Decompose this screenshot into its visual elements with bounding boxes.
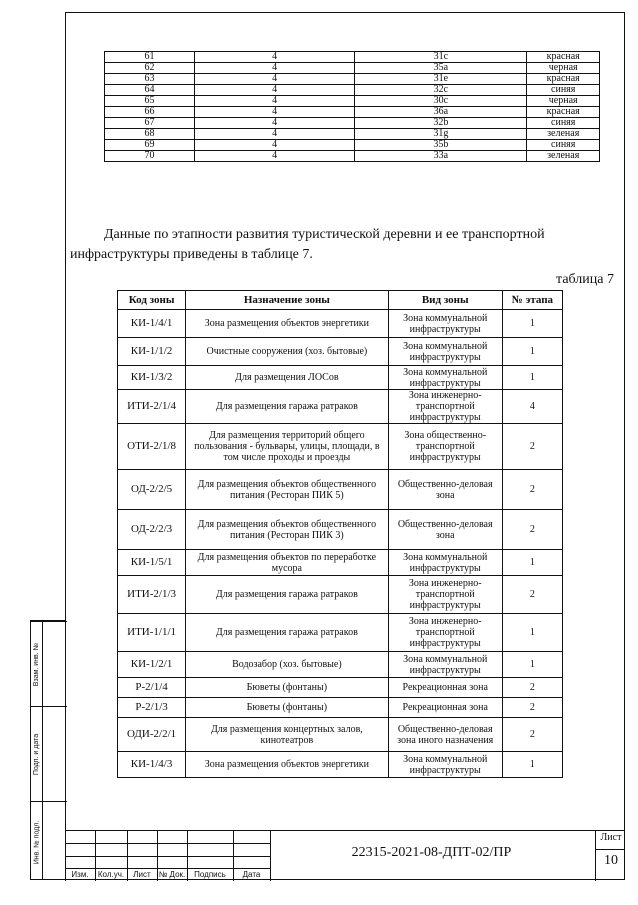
table-row: [105, 107, 600, 118]
tb-label-date: Дата: [242, 870, 261, 879]
tb-label-list: Лист: [133, 870, 151, 879]
table-cell: Зона коммунальной инфраструктуры: [388, 752, 502, 778]
table-cell: Общественно-деловая зона: [388, 510, 502, 550]
table-cell: Для размещения гаража ратраков: [186, 390, 388, 424]
stamp-label: Подп. и дата: [33, 733, 41, 776]
table-row: [118, 338, 563, 366]
table-row: [118, 614, 563, 652]
table-cell: Зона коммунальной инфраструктуры: [388, 550, 502, 576]
table-row: [105, 52, 600, 63]
table-cell: синяя: [527, 140, 600, 151]
table-row: [105, 63, 600, 74]
table-cell: красная: [527, 52, 600, 63]
table-row: [118, 550, 563, 576]
table-cell: 4: [195, 151, 355, 162]
table-row: [118, 510, 563, 550]
zone-stage-table: [117, 290, 563, 778]
table-cell: зеленая: [527, 151, 600, 162]
table-cell: 35a: [355, 63, 527, 74]
table-cell: Зона размещения объектов энергетики: [186, 752, 388, 778]
table-cell: 1: [502, 310, 562, 338]
sheet-number: 10: [604, 853, 618, 868]
table-row: [118, 424, 563, 470]
table-cell: КИ-1/4/3: [118, 752, 186, 778]
table-cell: 2: [502, 424, 562, 470]
table-cell: КИ-1/1/2: [118, 338, 186, 366]
table-cell: 1: [502, 752, 562, 778]
table-cell: 68: [105, 129, 195, 140]
table-cell: Общественно-деловая зона иного назначения: [388, 718, 502, 752]
table-cell: 2: [502, 576, 562, 614]
tb-label-signature: Подпись: [194, 870, 226, 879]
table-cell: Зона коммунальной инфраструктуры: [388, 338, 502, 366]
table-cell: 65: [105, 96, 195, 107]
table-cell: 1: [502, 614, 562, 652]
table-row: [118, 652, 563, 678]
table-cell: 70: [105, 151, 195, 162]
tb-label-koluch: Кол.уч.: [97, 870, 125, 879]
margin-stamp: [30, 620, 66, 880]
table-cell: 4: [502, 390, 562, 424]
table-cell: 67: [105, 118, 195, 129]
table-row: [118, 576, 563, 614]
table-cell: 36a: [355, 107, 527, 118]
stamp-label: Взам. инв. №: [33, 642, 40, 687]
table-cell: ИТИ-2/1/4: [118, 390, 186, 424]
table-cell: 2: [502, 698, 562, 718]
table-cell: Зона инженерно-транспортной инфраструктуры: [388, 390, 502, 424]
table-cell: 35b: [355, 140, 527, 151]
table-cell: Для размещения концертных залов, кинотеатров: [186, 718, 388, 752]
table-cell: 1: [502, 550, 562, 576]
paragraph-line-2: инфраструктуры приведены в таблице 7.: [70, 247, 313, 262]
table-cell: Для размещения объектов по переработке мусора: [186, 550, 388, 576]
table-cell: 4: [195, 118, 355, 129]
table-row: [118, 390, 563, 424]
table-caption: таблица 7: [556, 272, 614, 287]
table-cell: 32c: [355, 85, 527, 96]
table-row: [118, 470, 563, 510]
table-cell: Рекреационная зона: [388, 698, 502, 718]
table-cell: ОДИ-2/2/1: [118, 718, 186, 752]
table-row: [105, 129, 600, 140]
table-cell: ОТИ-2/1/8: [118, 424, 186, 470]
table-cell: красная: [527, 107, 600, 118]
table-row: [105, 85, 600, 96]
table-header-row: [118, 291, 563, 310]
table-cell: 66: [105, 107, 195, 118]
table-row: [118, 718, 563, 752]
table-cell: 1: [502, 338, 562, 366]
table-cell: 2: [502, 678, 562, 698]
table-cell: Зона инженерно-транспортной инфраструктуры: [388, 576, 502, 614]
paragraph-line-1: Данные по этапности развития туристической деревни и ее транспортной: [104, 227, 545, 242]
table-row: [118, 752, 563, 778]
table-cell: 4: [195, 85, 355, 96]
table-cell: Общественно-деловая зона: [388, 470, 502, 510]
table-cell: Р-2/1/4: [118, 678, 186, 698]
table-row: [118, 310, 563, 338]
table-cell: Для размещения ЛОСов: [186, 366, 388, 390]
table-cell: Бюветы (фонтаны): [186, 698, 388, 718]
table-row: [118, 698, 563, 718]
document-code: 22315-2021-08-ДПТ-02/ПР: [351, 845, 512, 860]
table-cell: Водозабор (хоз. бытовые): [186, 652, 388, 678]
header-zone-type: Вид зоны: [388, 291, 502, 310]
table-cell: 30c: [355, 96, 527, 107]
table-cell: Для размещения объектов общественного питания (Ресторан ПИК 5): [186, 470, 388, 510]
table-cell: красная: [527, 74, 600, 85]
table-row: [105, 118, 600, 129]
table-cell: Р-2/1/3: [118, 698, 186, 718]
header-zone-purpose: Назначение зоны: [186, 291, 388, 310]
table-cell: КИ-1/4/1: [118, 310, 186, 338]
table-cell: КИ-1/2/1: [118, 652, 186, 678]
table-cell: Для размещения гаража ратраков: [186, 576, 388, 614]
table-cell: 62: [105, 63, 195, 74]
table-cell: 31c: [355, 52, 527, 63]
table-cell: 2: [502, 718, 562, 752]
table-cell: 31g: [355, 129, 527, 140]
table-cell: Зона коммунальной инфраструктуры: [388, 366, 502, 390]
table-row: [118, 678, 563, 698]
table-row: [105, 151, 600, 162]
table-cell: 2: [502, 510, 562, 550]
table-cell: 1: [502, 652, 562, 678]
table-cell: 69: [105, 140, 195, 151]
table-cell: Очистные сооружения (хоз. бытовые): [186, 338, 388, 366]
table-cell: Зона размещения объектов энергетики: [186, 310, 388, 338]
table-cell: 63: [105, 74, 195, 85]
table-cell: Для размещения гаража ратраков: [186, 614, 388, 652]
tb-label-doc: № Док.: [158, 870, 186, 879]
table-cell: синяя: [527, 118, 600, 129]
table-cell: Зона общественно-транспортной инфраструктуры: [388, 424, 502, 470]
table-cell: Зона коммунальной инфраструктуры: [388, 310, 502, 338]
table-cell: 4: [195, 129, 355, 140]
table-cell: Для размещения территорий общего пользования - бульвары, улицы, площади, в том числе проходы и проезды: [186, 424, 388, 470]
table-cell: 33a: [355, 151, 527, 162]
marker-table: [104, 51, 600, 162]
table-row: [105, 140, 600, 151]
table-row: [118, 366, 563, 390]
table-cell: Зона коммунальной инфраструктуры: [388, 652, 502, 678]
table-cell: 1: [502, 366, 562, 390]
table-cell: Рекреационная зона: [388, 678, 502, 698]
table-cell: синяя: [527, 85, 600, 96]
table-cell: ИТИ-1/1/1: [118, 614, 186, 652]
table-cell: 4: [195, 140, 355, 151]
table-cell: 2: [502, 470, 562, 510]
table-cell: 4: [195, 74, 355, 85]
table-cell: ОД-2/2/5: [118, 470, 186, 510]
table-cell: 4: [195, 63, 355, 74]
table-cell: зеленая: [527, 129, 600, 140]
title-block: [65, 830, 625, 880]
table-cell: КИ-1/5/1: [118, 550, 186, 576]
table-row: [105, 96, 600, 107]
table-cell: Зона инженерно-транспортной инфраструктуры: [388, 614, 502, 652]
table-cell: 4: [195, 52, 355, 63]
table-cell: Бюветы (фонтаны): [186, 678, 388, 698]
table-cell: черная: [527, 63, 600, 74]
header-zone-code: Код зоны: [118, 291, 186, 310]
table-cell: 61: [105, 52, 195, 63]
table-cell: 4: [195, 107, 355, 118]
table-cell: ОД-2/2/3: [118, 510, 186, 550]
table-cell: 4: [195, 96, 355, 107]
header-stage: № этапа: [502, 291, 562, 310]
table-cell: 64: [105, 85, 195, 96]
tb-label-izm: Изм.: [71, 870, 89, 879]
table-cell: КИ-1/3/2: [118, 366, 186, 390]
table-cell: 31e: [355, 74, 527, 85]
table-row: [105, 74, 600, 85]
table-cell: Для размещения объектов общественного питания (Ресторан ПИК 3): [186, 510, 388, 550]
table-cell: черная: [527, 96, 600, 107]
table-cell: ИТИ-2/1/3: [118, 576, 186, 614]
sheet-label: Лист: [600, 832, 622, 843]
table-cell: 32b: [355, 118, 527, 129]
stamp-label: Инв. № подл.: [33, 820, 41, 864]
